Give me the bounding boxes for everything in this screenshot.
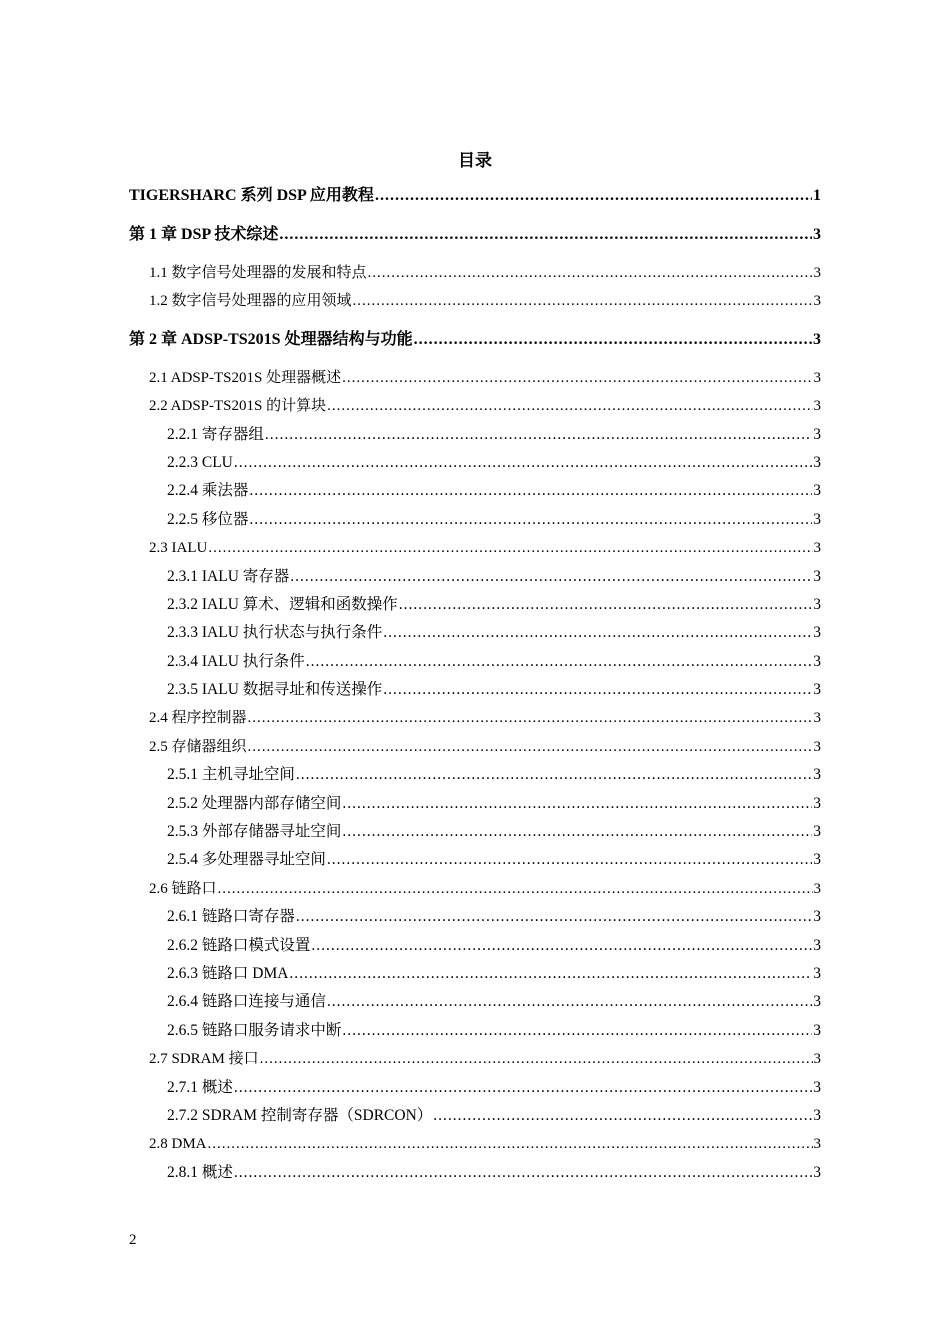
toc-entry-title: 2.7 SDRAM 接口 <box>149 1051 259 1068</box>
toc-entry-page: 3 <box>813 293 821 310</box>
toc-leader-dots <box>342 364 812 392</box>
toc-entry-page: 3 <box>813 1136 821 1153</box>
toc-entry-title: 2.3.3 IALU 执行状态与执行条件 <box>167 624 383 642</box>
toc-leader-dots <box>234 1074 812 1102</box>
toc-leader-dots <box>327 392 812 420</box>
toc-leader-dots <box>433 1102 812 1130</box>
toc-entry-title: 2.8 DMA <box>149 1136 207 1153</box>
toc-entry-title: 2.6.1 链路口寄存器 <box>167 908 295 926</box>
toc-entry-page: 3 <box>813 398 821 415</box>
toc-entry[interactable] <box>129 392 821 420</box>
toc-entry[interactable] <box>129 421 821 449</box>
toc-entry-page: 3 <box>813 624 821 642</box>
toc-entry[interactable] <box>129 287 821 315</box>
toc-entry-title: 2.2.1 寄存器组 <box>167 425 264 443</box>
toc-entry-title: 2.2.4 乘法器 <box>167 482 249 500</box>
toc-entry[interactable] <box>129 591 821 619</box>
toc-entry-title: 2.6 链路口 <box>149 880 217 897</box>
toc-entry-title: 1.2 数字信号处理器的应用领域 <box>149 293 352 310</box>
page-number: 2 <box>129 1232 137 1248</box>
toc-entry[interactable] <box>129 846 821 874</box>
toc-entry[interactable] <box>129 220 821 250</box>
toc-leader-dots <box>368 259 813 287</box>
toc-leader-dots <box>279 220 812 250</box>
toc-entry-title: 2.5.2 处理器内部存储空间 <box>167 794 342 812</box>
toc-leader-dots <box>248 733 813 761</box>
toc-entry-page: 3 <box>813 425 821 443</box>
toc-entry[interactable] <box>129 259 821 287</box>
toc-entry-page: 3 <box>813 369 821 386</box>
toc-entry[interactable] <box>129 1130 821 1158</box>
toc-leader-dots <box>234 1159 812 1187</box>
toc-leader-dots <box>296 903 812 931</box>
toc-entry[interactable] <box>129 619 821 647</box>
toc-entry-title: 2.7.1 概述 <box>167 1078 233 1096</box>
toc-entry-title: 2.6.5 链路口服务请求中断 <box>167 1021 342 1039</box>
toc-leader-dots <box>265 421 812 449</box>
toc-leader-dots <box>375 181 812 211</box>
toc-entry-page: 1 <box>813 187 821 204</box>
toc-leader-dots <box>414 325 812 355</box>
toc-leader-dots <box>249 477 812 505</box>
toc-leader-dots <box>208 1130 813 1158</box>
toc-entry-page: 3 <box>813 540 821 557</box>
toc-leader-dots <box>327 846 812 874</box>
toc-entry[interactable] <box>129 534 821 562</box>
toc-entry-title: 2.3 IALU <box>149 540 208 557</box>
toc-entry[interactable] <box>129 733 821 761</box>
toc-leader-dots <box>248 704 813 732</box>
toc-entry[interactable] <box>129 181 821 211</box>
toc-entry[interactable] <box>129 903 821 931</box>
toc-leader-dots <box>234 449 812 477</box>
toc-entry-title: 1.1 数字信号处理器的发展和特点 <box>149 265 367 281</box>
toc-entry-page: 3 <box>813 936 821 954</box>
table-of-contents <box>129 181 821 1187</box>
toc-leader-dots <box>289 960 812 988</box>
toc-entry-page: 3 <box>813 681 821 699</box>
toc-entry-page: 3 <box>813 595 821 613</box>
toc-entry[interactable] <box>129 676 821 704</box>
toc-entry-title: 2.2.5 移位器 <box>167 510 249 528</box>
toc-entry-page: 3 <box>813 567 821 585</box>
toc-entry-page: 3 <box>813 1078 821 1096</box>
toc-entry[interactable] <box>129 1045 821 1073</box>
toc-entry-title: 2.6.4 链路口连接与通信 <box>167 993 326 1011</box>
toc-entry-page: 3 <box>813 1051 821 1068</box>
toc-leader-dots <box>383 619 812 647</box>
toc-entry-page: 3 <box>813 851 821 869</box>
toc-entry-title: 2.4 程序控制器 <box>149 710 247 727</box>
toc-entry-page: 3 <box>813 710 821 727</box>
toc-entry-page: 3 <box>813 1163 821 1181</box>
toc-entry[interactable] <box>129 1074 821 1102</box>
toc-entry-title: 2.7.2 SDRAM 控制寄存器（SDRCON） <box>167 1106 433 1124</box>
toc-entry[interactable] <box>129 449 821 477</box>
toc-entry-title: 2.3.2 IALU 算术、逻辑和函数操作 <box>167 595 398 613</box>
toc-entry[interactable] <box>129 364 821 392</box>
toc-leader-dots <box>208 534 812 562</box>
toc-entry[interactable] <box>129 563 821 591</box>
toc-entry[interactable] <box>129 790 821 818</box>
toc-entry-title: 2.5.3 外部存储器寻址空间 <box>167 823 342 841</box>
toc-entry-page: 3 <box>813 823 821 841</box>
toc-entry-title: 2.6.3 链路口 DMA <box>167 964 289 982</box>
toc-entry-page: 3 <box>813 908 821 926</box>
toc-leader-dots <box>290 563 812 591</box>
toc-entry-title: 2.3.4 IALU 执行条件 <box>167 652 305 670</box>
toc-leader-dots <box>306 648 812 676</box>
toc-entry[interactable] <box>129 506 821 534</box>
toc-leader-dots <box>218 875 813 903</box>
toc-entry-title: TIGERSHARC 系列 DSP 应用教程 <box>129 187 374 204</box>
toc-entry[interactable] <box>129 704 821 732</box>
toc-entry[interactable] <box>129 761 821 789</box>
toc-entry[interactable] <box>129 477 821 505</box>
toc-entry-title: 2.5.4 多处理器寻址空间 <box>167 851 326 869</box>
toc-entry[interactable] <box>129 988 821 1016</box>
toc-entry-page: 3 <box>813 510 821 528</box>
toc-entry-title: 2.8.1 概述 <box>167 1163 233 1181</box>
toc-entry-page: 3 <box>813 993 821 1011</box>
toc-entry[interactable] <box>129 875 821 903</box>
toc-entry-title: 2.2.3 CLU <box>167 453 233 471</box>
toc-entry-title: 2.2 ADSP-TS201S 的计算块 <box>149 398 327 415</box>
toc-leader-dots <box>342 790 812 818</box>
toc-entry-title: 2.5 存储器组织 <box>149 738 247 755</box>
toc-entry-title: 第 1 章 DSP 技术综述 <box>129 226 279 243</box>
toc-entry-page: 3 <box>813 652 821 670</box>
toc-entry-title: 2.3.5 IALU 数据寻址和传送操作 <box>167 681 383 699</box>
toc-entry-page: 3 <box>813 330 821 348</box>
toc-entry-page: 3 <box>813 1106 821 1124</box>
toc-entry[interactable] <box>129 648 821 676</box>
toc-entry-page: 3 <box>813 964 821 982</box>
toc-entry-page: 3 <box>813 1021 821 1039</box>
toc-entry[interactable] <box>129 325 821 355</box>
toc-leader-dots <box>311 932 812 960</box>
toc-entry-title: 2.5.1 主机寻址空间 <box>167 766 295 784</box>
toc-entry-page: 3 <box>813 482 821 500</box>
toc-title: 目录 <box>458 151 492 170</box>
toc-entry-title: 2.1 ADSP-TS201S 处理器概述 <box>149 369 342 386</box>
toc-entry-page: 3 <box>813 738 821 755</box>
toc-entry-page: 3 <box>813 766 821 784</box>
toc-entry-title: 2.3.1 IALU 寄存器 <box>167 567 290 585</box>
toc-leader-dots <box>399 591 812 619</box>
toc-entry[interactable] <box>129 932 821 960</box>
toc-entry-page: 3 <box>813 880 821 897</box>
toc-entry[interactable] <box>129 1017 821 1045</box>
toc-leader-dots <box>353 287 813 315</box>
toc-entry-title: 第 2 章 ADSP-TS201S 处理器结构与功能 <box>129 330 413 348</box>
toc-leader-dots <box>383 676 812 704</box>
toc-entry-page: 3 <box>813 265 821 281</box>
toc-entry-page: 3 <box>813 453 821 471</box>
toc-leader-dots <box>342 818 812 846</box>
toc-leader-dots <box>260 1045 813 1073</box>
toc-entry[interactable] <box>129 1159 821 1187</box>
toc-leader-dots <box>249 506 812 534</box>
toc-entry[interactable] <box>129 1102 821 1130</box>
toc-entry-page: 3 <box>813 226 821 243</box>
toc-entry-title: 2.6.2 链路口模式设置 <box>167 936 311 954</box>
toc-entry[interactable] <box>129 818 821 846</box>
toc-leader-dots <box>342 1017 812 1045</box>
toc-entry-page: 3 <box>813 794 821 812</box>
toc-leader-dots <box>296 761 812 789</box>
toc-entry[interactable] <box>129 960 821 988</box>
toc-leader-dots <box>327 988 812 1016</box>
